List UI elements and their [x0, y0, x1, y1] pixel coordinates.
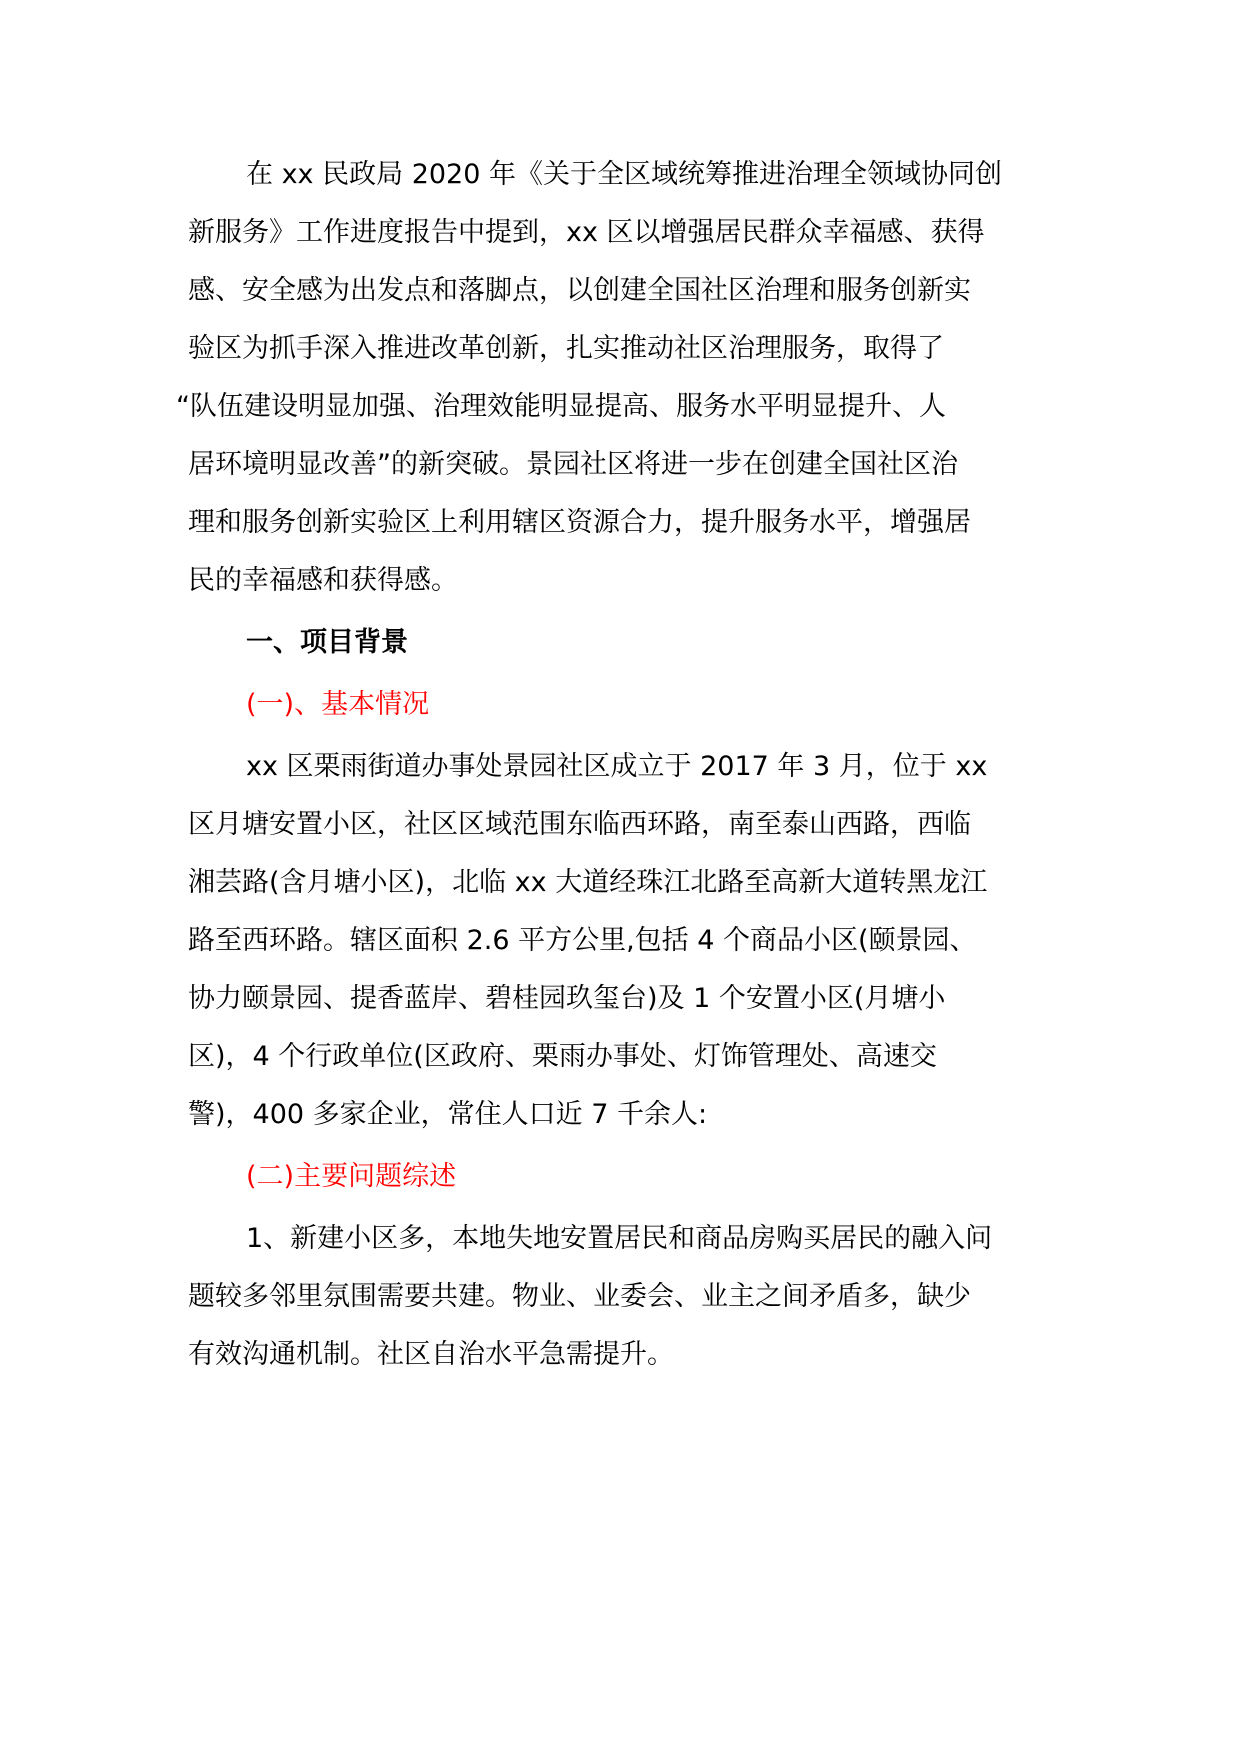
basic-info-line-7: 警)，400 多家企业，常住人口近 7 千余人: — [188, 1099, 708, 1130]
intro-line-1: 在 xx 民政局 2020 年《关于全区域统筹推进治理全领域协同创 — [246, 159, 1002, 190]
problem-1-line-2: 题较多邻里氛围需要共建。物业、业委会、业主之间矛盾多，缺少 — [188, 1281, 971, 1312]
section-heading-project-background: 一、项目背景 — [246, 627, 408, 658]
intro-line-3: 感、安全感为出发点和落脚点，以创建全国社区治理和服务创新实 — [188, 275, 971, 306]
intro-line-4: 验区为抓手深入推进改革创新，扎实推动社区治理服务，取得了 — [188, 333, 944, 364]
intro-line-2: 新服务》工作进度报告中提到，xx 区以增强居民群众幸福感、获得 — [188, 217, 985, 248]
subsection-heading-main-problems: (二)主要问题综述 — [246, 1161, 457, 1192]
basic-info-line-4: 路至西环路。辖区面积 2.6 平方公里,包括 4 个商品小区(颐景园、 — [188, 925, 977, 956]
basic-info-line-6: 区)，4 个行政单位(区政府、栗雨办事处、灯饰管理处、高速交 — [188, 1041, 937, 1072]
basic-info-line-2: 区月塘安置小区，社区区域范围东临西环路，南至泰山西路，西临 — [188, 809, 971, 840]
basic-info-line-5: 协力颐景园、提香蓝岸、碧桂园玖玺台)及 1 个安置小区(月塘小 — [188, 983, 946, 1014]
problem-1-line-3: 有效沟通机制。社区自治水平急需提升。 — [188, 1339, 674, 1370]
basic-info-line-1: xx 区栗雨街道办事处景园社区成立于 2017 年 3 月，位于 xx — [246, 751, 988, 782]
basic-info-line-3: 湘芸路(含月塘小区)，北临 xx 大道经珠江北路至高新大道转黑龙江 — [188, 867, 988, 898]
intro-line-6: 居环境明显改善”的新突破。景园社区将进一步在创建全国社区治 — [188, 449, 958, 480]
problem-1-line-1: 1、新建小区多，本地失地安置居民和商品房购买居民的融入问 — [246, 1223, 993, 1254]
intro-line-5: “队伍建设明显加强、治理效能明显提高、服务水平明显提升、人 — [176, 391, 946, 422]
intro-line-8: 民的幸福感和获得感。 — [188, 565, 458, 596]
intro-line-7: 理和服务创新实验区上利用辖区资源合力，提升服务水平，增强居 — [188, 507, 971, 538]
subsection-heading-basic-info: (一)、基本情况 — [246, 689, 430, 720]
